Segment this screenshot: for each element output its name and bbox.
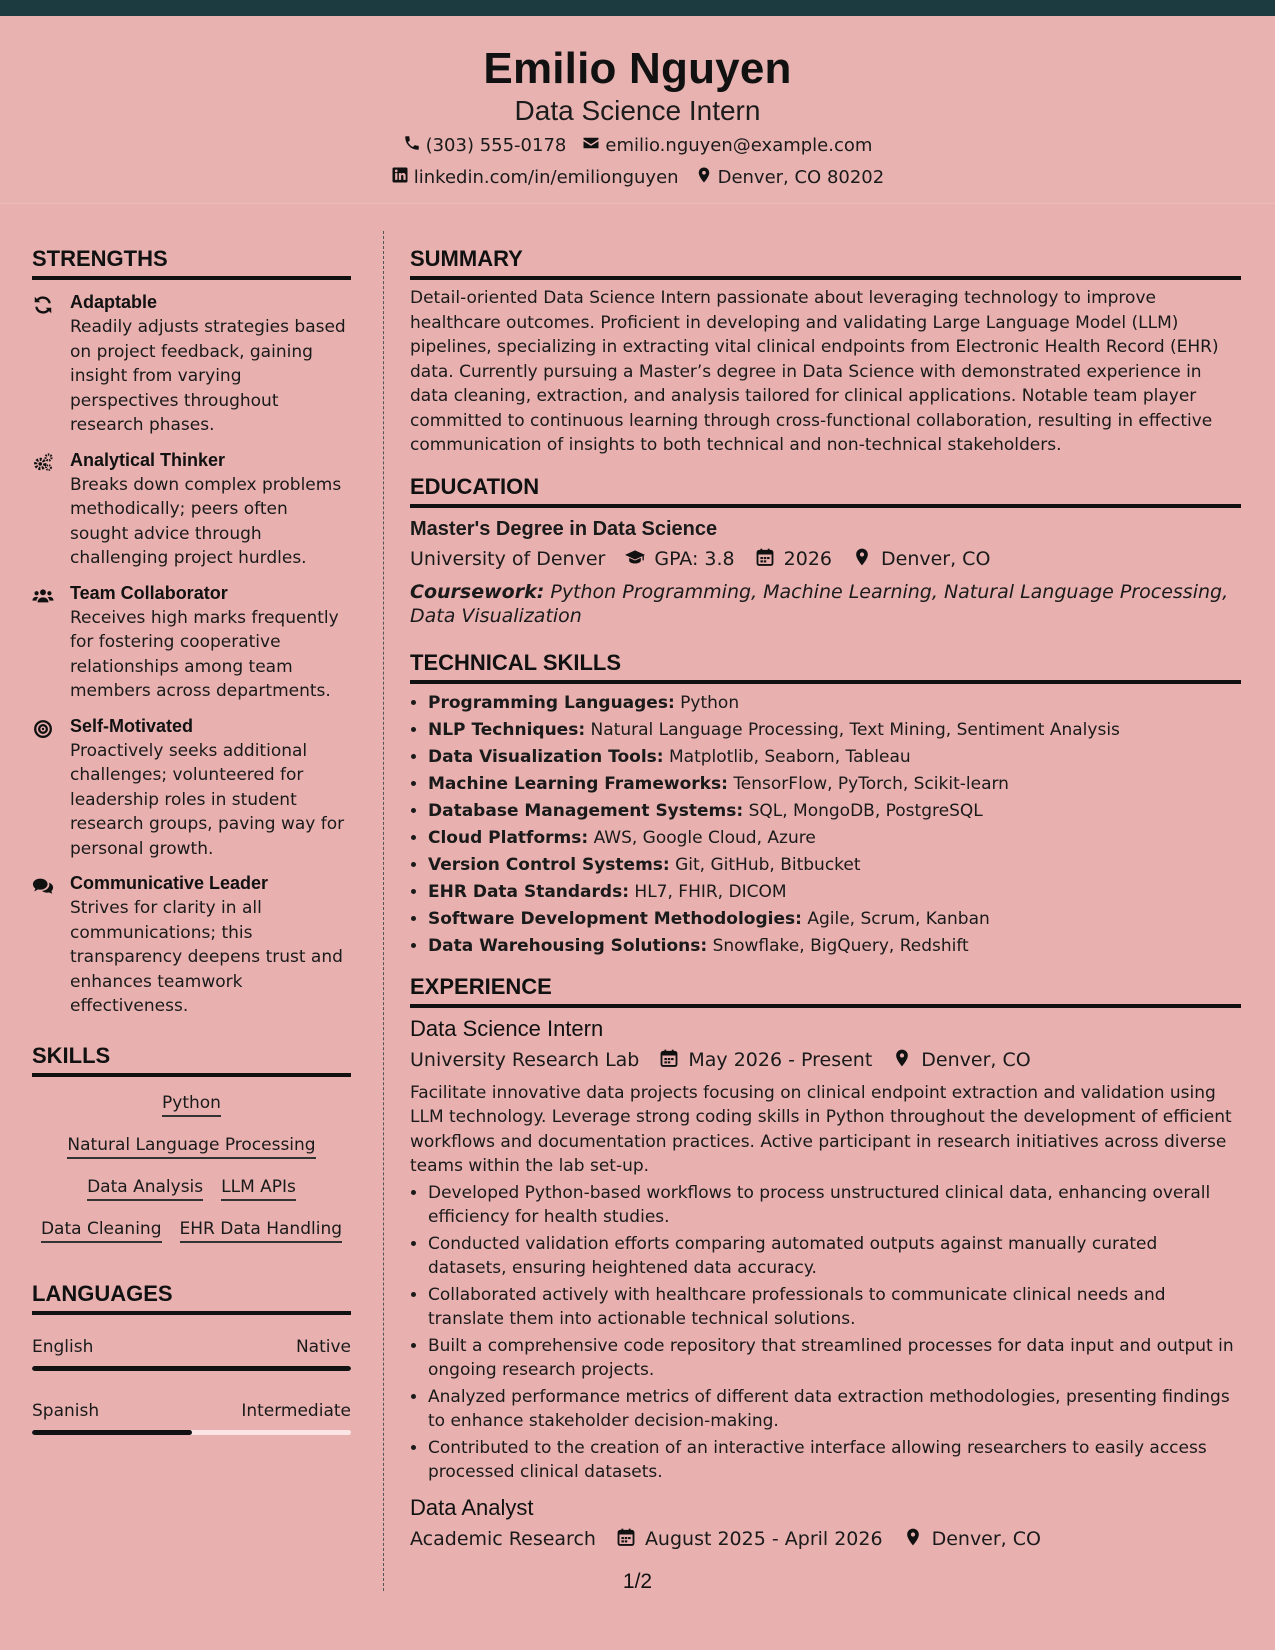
candidate-name: Emilio Nguyen <box>483 44 792 93</box>
job-location: Denver, CO <box>931 1528 1041 1550</box>
job-bullets <box>410 1181 1241 1485</box>
graduation-cap-icon <box>625 547 645 572</box>
summary-text: Detail-oriented Data Science Intern passionate about leveraging technology to improve healthcare outcomes. Proficient in developing and validating Large Language Model (LLM) pipelines, specializing in extracting vital clinical endpoints from Electronic Health Record (EHR) data. Currently pursuing a Master’s degree in Data Science with demonstrated experience in data cleaning, extraction, and analysis tailored for clinical applications. Notable team player committed to continuous learning through cross-functional collaboration, resulting in effective communication of insights to both technical and non-technical stakeholders. <box>410 288 1219 455</box>
strength-title: Adaptable <box>70 292 158 312</box>
strengths-section <box>32 246 351 1019</box>
strength-desc: Readily adjusts strategies based on project feedback, gaining insight from varying perspectives throughout research phases. <box>70 317 346 435</box>
education-meta <box>410 547 1241 572</box>
skills-row <box>32 1219 351 1243</box>
resume-header <box>0 16 1275 204</box>
education-school: University of Denver <box>410 548 606 570</box>
technical-skill-item <box>428 879 1241 906</box>
job-bullet: • Analyzed performance metrics of different data extraction methodologies, presenting findings to enhance stakeholder decision-making. <box>428 1385 1241 1434</box>
languages-heading: LANGUAGES <box>32 1281 351 1315</box>
contact-email[interactable] <box>582 134 872 157</box>
technical-skill-item <box>428 690 1241 717</box>
technical-skill-label: EHR Data Standards: <box>428 881 630 902</box>
technical-skill-value: HL7, FHIR, DICOM <box>634 881 787 902</box>
technical-skill-item <box>428 906 1241 933</box>
language-proficiency-bar <box>32 1430 351 1435</box>
strength-desc: Strives for clarity in all communications; this transparency deepens trust and enhances teamwork effectiveness. <box>70 898 343 1016</box>
linkedin-icon <box>391 166 409 189</box>
education-heading: EDUCATION <box>410 474 1241 508</box>
language-proficiency-fill <box>32 1366 351 1371</box>
email-text[interactable]: emilio.nguyen@example.com <box>605 135 873 156</box>
strength-item <box>32 292 351 438</box>
skills-list <box>32 1093 351 1251</box>
comments-icon <box>32 873 58 1019</box>
experience-heading: EXPERIENCE <box>410 974 1241 1008</box>
job-org: University Research Lab <box>410 1049 640 1071</box>
skills-section <box>32 1043 351 1251</box>
languages-section <box>32 1281 351 1435</box>
right-column <box>410 246 1241 1552</box>
left-column <box>32 246 351 1435</box>
job-dates: August 2025 - April 2026 <box>644 1528 883 1550</box>
technical-skill-value: SQL, MongoDB, PostgreSQL <box>748 800 983 821</box>
contact-linkedin[interactable] <box>391 166 679 189</box>
skills-row <box>32 1135 351 1159</box>
technical-skill-value: Snowflake, BigQuery, Redshift <box>712 935 969 956</box>
page-number: 1/2 <box>622 1570 653 1593</box>
strength-item <box>32 873 351 1019</box>
technical-skill-value: Natural Language Processing, Text Mining, Sentiment Analysis <box>590 719 1120 740</box>
strength-title: Team Collaborator <box>70 582 228 603</box>
technical-skill-label: Software Development Methodologies: <box>428 908 802 929</box>
map-marker-icon <box>903 1527 923 1552</box>
technical-skill-label: Data Warehousing Solutions: <box>428 935 708 956</box>
job-meta <box>410 1048 1241 1073</box>
language-proficiency-bar <box>32 1366 351 1371</box>
technical-skill-item <box>428 798 1241 825</box>
calendar-icon <box>755 547 775 572</box>
technical-skill-item <box>428 771 1241 798</box>
strength-desc: Breaks down complex problems methodically; peers often sought advice through challenging project hurdles. <box>70 474 342 568</box>
job-title: Data Science Intern <box>410 1015 604 1041</box>
calendar-icon <box>616 1527 636 1552</box>
summary-section <box>410 246 1241 458</box>
phone-icon <box>403 134 421 157</box>
technical-skill-label: Data Visualization Tools: <box>428 746 664 767</box>
contact-phone <box>403 134 567 157</box>
technical-skill-label: Version Control Systems: <box>428 854 670 875</box>
language-level: Intermediate <box>241 1400 351 1421</box>
map-marker-icon <box>852 547 872 572</box>
job-title: Data Analyst <box>410 1494 534 1520</box>
strength-title: Self-Motivated <box>70 715 194 736</box>
skill-chip: Python <box>162 1093 221 1117</box>
envelope-icon <box>582 134 600 157</box>
job-bullet: • Developed Python-based workflows to process unstructured clinical data, enhancing overall efficiency for health studies. <box>428 1181 1241 1230</box>
technical-skill-label: Cloud Platforms: <box>428 827 589 848</box>
technical-skill-item <box>428 852 1241 879</box>
strength-desc: Receives high marks frequently for fostering cooperative relationships among team members across departments. <box>70 607 339 701</box>
location-text: Denver, CO 80202 <box>717 167 885 188</box>
skills-row <box>32 1177 351 1201</box>
skill-chip: LLM APIs <box>221 1177 296 1201</box>
technical-skill-item <box>428 717 1241 744</box>
technical-skills-section <box>410 650 1241 960</box>
contact-location <box>695 166 885 189</box>
education-location: Denver, CO <box>881 548 991 570</box>
technical-skill-label: NLP Techniques: <box>428 719 586 740</box>
education-section <box>410 474 1241 628</box>
language-level: Native <box>295 1336 351 1357</box>
map-marker-icon <box>892 1048 912 1073</box>
language-item <box>32 1401 351 1435</box>
technical-skill-value: TensorFlow, PyTorch, Scikit-learn <box>733 773 1009 794</box>
strengths-heading: STRENGTHS <box>32 246 351 280</box>
gears-icon <box>32 450 58 571</box>
technical-skill-item <box>428 825 1241 852</box>
top-accent-bar <box>0 0 1275 16</box>
column-divider <box>383 231 384 1591</box>
skill-chip: Natural Language Processing <box>67 1135 315 1159</box>
technical-skill-label: Database Management Systems: <box>428 800 744 821</box>
education-gpa: GPA: 3.8 <box>654 548 735 570</box>
technical-skill-value: Git, GitHub, Bitbucket <box>675 854 861 875</box>
language-item <box>32 1337 351 1371</box>
job-description: Facilitate innovative data projects focusing on clinical endpoint extraction and validation using LLM technology. Leverage strong coding skills in Python throughout the development of efficient workflows and documentation practices. Active participant in research initiatives across diverse teams within the lab set-up. <box>410 1082 1232 1176</box>
job-org: Academic Research <box>410 1528 596 1550</box>
skills-heading: SKILLS <box>32 1043 351 1077</box>
job-bullet: • Built a comprehensive code repository that streamlined processes for data input and output in ongoing research projects. <box>428 1334 1241 1383</box>
job-bullet: • Contributed to the creation of an interactive interface allowing researchers to easily access processed clinical datasets. <box>428 1436 1241 1485</box>
coursework <box>410 580 1241 628</box>
technical-skill-item <box>428 933 1241 960</box>
skill-chip: Data Analysis <box>87 1177 203 1201</box>
technical-skill-value: Python <box>680 692 740 713</box>
technical-skills-heading: TECHNICAL SKILLS <box>410 650 1241 684</box>
strength-item <box>32 583 351 704</box>
strength-item <box>32 450 351 571</box>
technical-skill-label: Programming Languages: <box>428 692 675 713</box>
job-bullet: • Collaborated actively with healthcare professionals to communicate clinical needs and translate them into actionable technical solutions. <box>428 1283 1241 1332</box>
job-location: Denver, CO <box>921 1049 1031 1071</box>
technical-skill-item <box>428 744 1241 771</box>
calendar-icon <box>659 1048 679 1073</box>
language-proficiency-fill <box>32 1430 192 1435</box>
users-icon <box>32 583 58 704</box>
strength-title: Communicative Leader <box>70 873 269 893</box>
sync-icon <box>32 292 58 438</box>
contact-row-2 <box>0 166 1275 189</box>
coursework-label: Coursework: <box>410 580 545 603</box>
contact-row-1 <box>0 134 1275 157</box>
job-dates: May 2026 - Present <box>688 1049 873 1071</box>
strength-title: Analytical Thinker <box>70 449 226 470</box>
phone-text: (303) 555-0178 <box>425 135 567 156</box>
education-degree: Master's Degree in Data Science <box>410 517 718 540</box>
technical-skill-label: Machine Learning Frameworks: <box>428 773 728 794</box>
strength-desc: Proactively seeks additional challenges; volunteered for leadership roles in student research groups, paving way for personal growth. <box>70 740 345 859</box>
education-year: 2026 <box>783 548 832 570</box>
strength-item <box>32 716 351 862</box>
technical-skill-value: AWS, Google Cloud, Azure <box>593 827 816 848</box>
technical-skill-value: Matplotlib, Seaborn, Tableau <box>669 746 911 767</box>
skill-chip: EHR Data Handling <box>180 1219 343 1243</box>
job-meta <box>410 1527 1241 1552</box>
experience-section <box>410 974 1241 1552</box>
linkedin-text[interactable]: linkedin.com/in/emilionguyen <box>413 167 679 188</box>
job-bullet: • Conducted validation efforts comparing automated outputs against manually curated datasets, ensuring heightened data accuracy. <box>428 1232 1241 1281</box>
language-name: Spanish <box>32 1400 100 1421</box>
skill-chip: Data Cleaning <box>41 1219 162 1243</box>
coursework-list: Python Programming, Machine Learning, Natural Language Processing, Data Visualization <box>410 580 1229 627</box>
summary-heading: SUMMARY <box>410 246 1241 280</box>
language-name: English <box>32 1336 94 1357</box>
technical-skills-list <box>410 690 1241 960</box>
map-marker-icon <box>695 166 713 189</box>
job-entry <box>410 1495 1241 1552</box>
skills-row <box>32 1093 351 1117</box>
candidate-title: Data Science Intern <box>514 95 761 126</box>
target-icon <box>32 716 58 862</box>
job-entry <box>410 1016 1241 1485</box>
technical-skill-value: Agile, Scrum, Kanban <box>807 908 990 929</box>
